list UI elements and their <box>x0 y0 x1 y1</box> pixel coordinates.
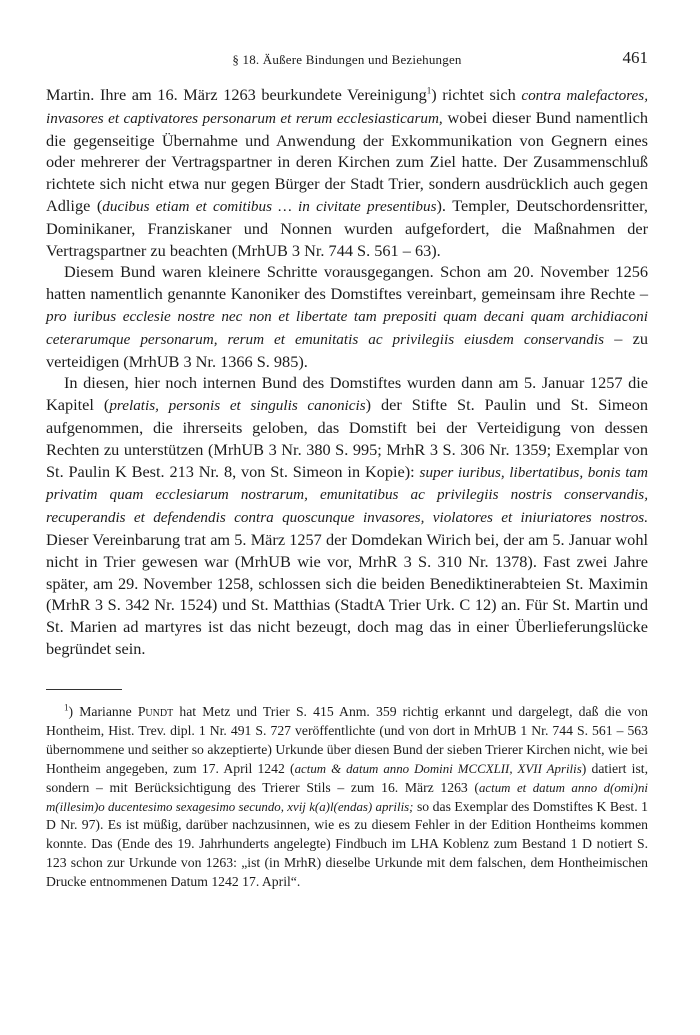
text-run: ) richtet sich <box>431 85 522 104</box>
latin-quote: actum & datum anno Domini MCCXLII, XVII Aprilis <box>294 761 582 776</box>
footnote-marker: 1 <box>64 702 69 713</box>
footnotes <box>46 703 648 892</box>
author-name: Pundt <box>137 704 174 719</box>
paragraph-2 <box>46 261 648 372</box>
main-text <box>46 84 648 660</box>
page-header <box>46 48 648 74</box>
latin-quote: super iuribus, libertatibus, bonis tam privatim quam ecclesiarum nostrarum, emunitatibus ac privilegiis nostris conservandis, recuperandis et defendendis contra quoscunque invasores, violatores et iniuriatores nostros. <box>46 463 648 527</box>
text-run: Dieser Vereinbarung trat am 5. März 1257 der Domdekan Wirich bei, der am 5. Januar wohl nicht in Trier gewesen war (MrhUB wie vor, MrhR 3 S. 310 Nr. 1378). Fast zwei Jahre später, am 29. November 1258, schlossen sich die beiden Benediktinerabteien St. Maximin (MrhR 3 S. 342 Nr. 1524) und St. Matthias (StadtA Trier Urk. C 12) an. Für St. Martin und St. Marien ad martyres ist das nicht bezeugt, doch mag das in einer Überlieferungslücke begründet sein. <box>46 529 648 658</box>
text-run: Diesem Bund waren kleinere Schritte vorausgegangen. Schon am 20. November 1256 hatten namentlich genannte Kanoniker des Domstiftes vereinbart, gemeinsam ihre Rechte – <box>46 262 648 304</box>
text-run: – zu verteidigen (MrhUB 3 Nr. 1366 S. 985). <box>46 328 648 371</box>
text-run: Martin. Ihre am 16. März 1263 beurkundete Vereinigung <box>46 85 427 104</box>
text-run: ) Marianne <box>68 704 138 719</box>
latin-quote: ducibus etiam et comitibus … in civitate presentibus <box>102 197 437 215</box>
text-run: ) datiert ist, sondern – mit Berücksichtigung des Trierer Stils – zum 16. März 1263 ( <box>46 760 648 795</box>
latin-quote: contra malefactores, invasores et captivatores personarum et rerum ecclesiasticarum, <box>46 87 648 127</box>
text-run: In diesen, hier noch internen Bund des Domstiftes wurden dann am 5. Januar 1257 die Kapitel ( <box>46 373 648 415</box>
footnote-reference: 1 <box>426 85 432 96</box>
running-head: § 18. Äußere Bindungen und Beziehungen <box>232 52 462 67</box>
footnote-divider <box>46 689 122 690</box>
latin-quote: actum et datum anno d(omi)ni m(illesim)o ducentesimo sexagesimo secundo, xvij k(a)l(endas) aprilis; <box>46 780 648 814</box>
text-run: ). Templer, Deutschordensritter, Dominikaner, Franziskaner und Nonnen wurden aufgefordert, die Maßnahmen der Vertragspartner zu beachten (MrhUB 3 Nr. 744 S. 561 – 63). <box>46 195 648 260</box>
text-run: hat Metz und Trier S. 415 Anm. 359 richtig erkannt und dargelegt, daß die von Hontheim, Hist. Trev. dipl. 1 Nr. 491 S. 727 veröffentlichte (und von dort in MrhUB 1 Nr. 744 S. 561 – 563 übernommene und seither so akzeptierte) Urkunde über diesen Bund der sieben Trierer Kirchen nicht, wie bei Hontheim angegeben, zum 17. April 1242 ( <box>46 704 648 776</box>
footnote-1 <box>46 703 648 892</box>
paragraph-1 <box>46 84 648 261</box>
text-run: wobei dieser Bund namentlich die gegenseitige Übernahme und Anwendung der Exkommunikation von Gegnern eines oder mehrerer der Vertragspartner in deren Kirchen zum Ziel hatte. Der Zusammenschluß richtete sich nicht etwa nur gegen Bürger der Stadt Trier, sondern ausdrücklich auch gegen Adlige ( <box>46 107 648 215</box>
page-number: 461 <box>622 48 648 67</box>
latin-quote: pro iuribus ecclesie nostre nec non et libertate tam prepositi quam decani quam archidiaconi ceterarumque personarum, rerum et emunitatis ac privilegiis eiusdem conservandis <box>46 307 648 348</box>
text-run: ) der Stifte St. Paulin und St. Simeon aufgenommen, die ihrerseits geloben, das Domstift bei der Verteidigung von dessen Rechten zu unterstützen (MrhUB 3 Nr. 380 S. 995; MrhR 3 S. 306 Nr. 1359; Exemplar von St. Paulin K Best. 213 Nr. 8, von St. Simeon in Kopie): <box>46 395 648 481</box>
latin-quote: prelatis, personis et singulis canonicis <box>109 397 366 415</box>
paragraph-3 <box>46 372 648 659</box>
text-run: so das Exemplar des Domstiftes K Best. 1 D Nr. 97). Es ist müßig, darüber nachzusinnen, wie es zu diesem Fehler in der Edition Hontheims kommen konnte. Das (Ende des 19. Jahrhunderts angelegte) Findbuch im LHA Koblenz zum Bestand 1 D notiert S. 123 schon zur Urkunde von 1263: „ist (in MrhR) dieselbe Urkunde mit dem falschen, dem Hontheimischen Drucke entnommenen Datum 1242 17. April“. <box>46 798 648 890</box>
